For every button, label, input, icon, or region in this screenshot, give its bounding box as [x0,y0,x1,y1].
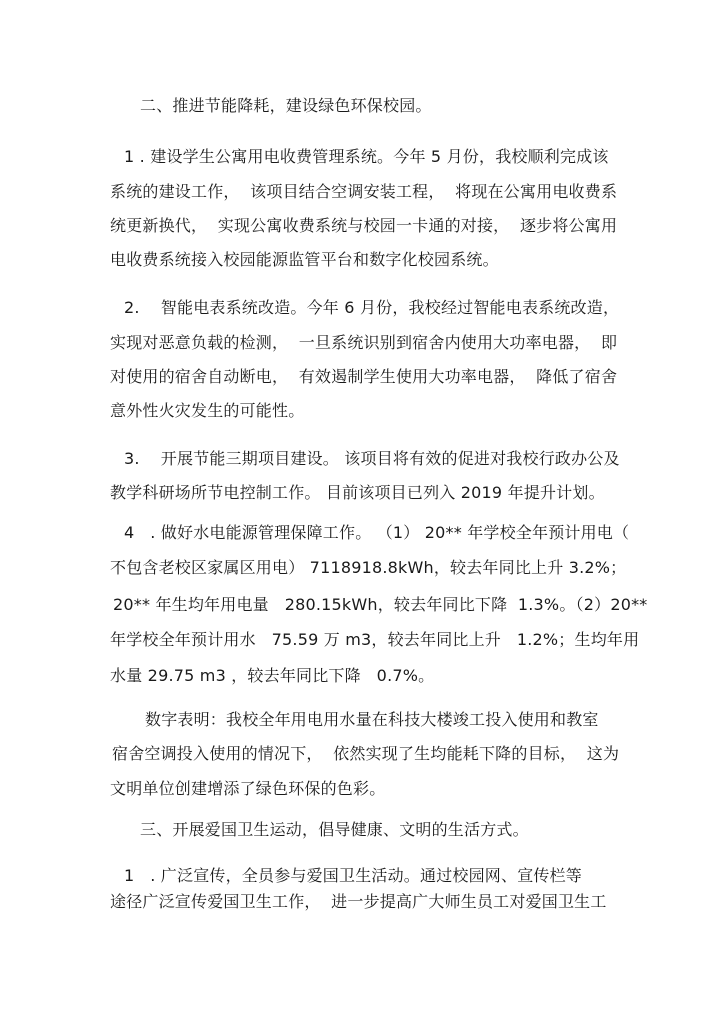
section-heading: 二、推进节能降耗，建设绿色环保校园。 [140,96,432,115]
paragraph-line: 系统的建设工作， 该项目结合空调安装工程， 将现在公寓用电收费系 [110,182,618,201]
paragraph-line: 文明单位创建增添了绿色环保的色彩。 [110,779,386,798]
paragraph-line: 20** 年生均年用电量 280.15kWh，较去年同比下降 1.3%。（2）20** [113,595,648,614]
paragraph-line: 1 . 广泛宣传，全员参与爱国卫生活动。通过校园网、宣传栏等 [124,866,583,885]
paragraph-line: 对使用的宿舍自动断电， 有效遏制学生使用大功率电器， 降低了宿舍 [110,367,618,386]
paragraph-line: 不包含老校区家属区用电） 7118918.8kWh，较去年同比上升 3.2%； [110,558,627,577]
paragraph-line: 年学校全年预计用水 75.59 万 m3，较去年同比上升 1.2%；生均年用 [110,630,640,649]
paragraph-line: 教学科研场所节电控制工作。 目前该项目已列入 2019 年提升计划。 [110,483,605,502]
paragraph-line: 电收费系统接入校园能源监管平台和数字化校园系统。 [110,250,499,269]
paragraph-line: 途径广泛宣传爱国卫生工作， 进一步提高广大师生员工对爱国卫生工 [110,892,607,911]
paragraph-line: 数字表明：我校全年用电用水量在科技大楼竣工投入使用和教室 [145,710,599,729]
paragraph-line: 意外性火灾发生的可能性。 [110,401,305,420]
paragraph-line: 1 . 建设学生公寓用电收费管理系统。今年 5 月份，我校顺利完成该 [124,147,609,166]
paragraph-line: 水量 29.75 m3 ，较去年同比下降 0.7%。 [110,666,435,685]
paragraph-line: 统更新换代， 实现公寓收费系统与校园一卡通的对接， 逐步将公寓用 [110,216,618,235]
section-heading: 三、开展爱国卫生运动，倡导健康、文明的生活方式。 [140,820,529,839]
paragraph-line: 实现对恶意负载的检测， 一旦系统识别到宿舍内使用大功率电器， 即 [110,333,618,352]
paragraph-line: 3. 开展节能三期项目建设。 该项目将有效的促进对我校行政办公及 [124,449,620,468]
paragraph-line: 宿舍空调投入使用的情况下， 依然实现了生均能耗下降的目标， 这为 [112,744,620,763]
paragraph-line: 4 . 做好水电能源管理保障工作。 （1） 20** 年学校全年预计用电（ [124,523,630,542]
paragraph-line: 2. 智能电表系统改造。今年 6 月份，我校经过智能电表系统改造， [124,298,620,317]
